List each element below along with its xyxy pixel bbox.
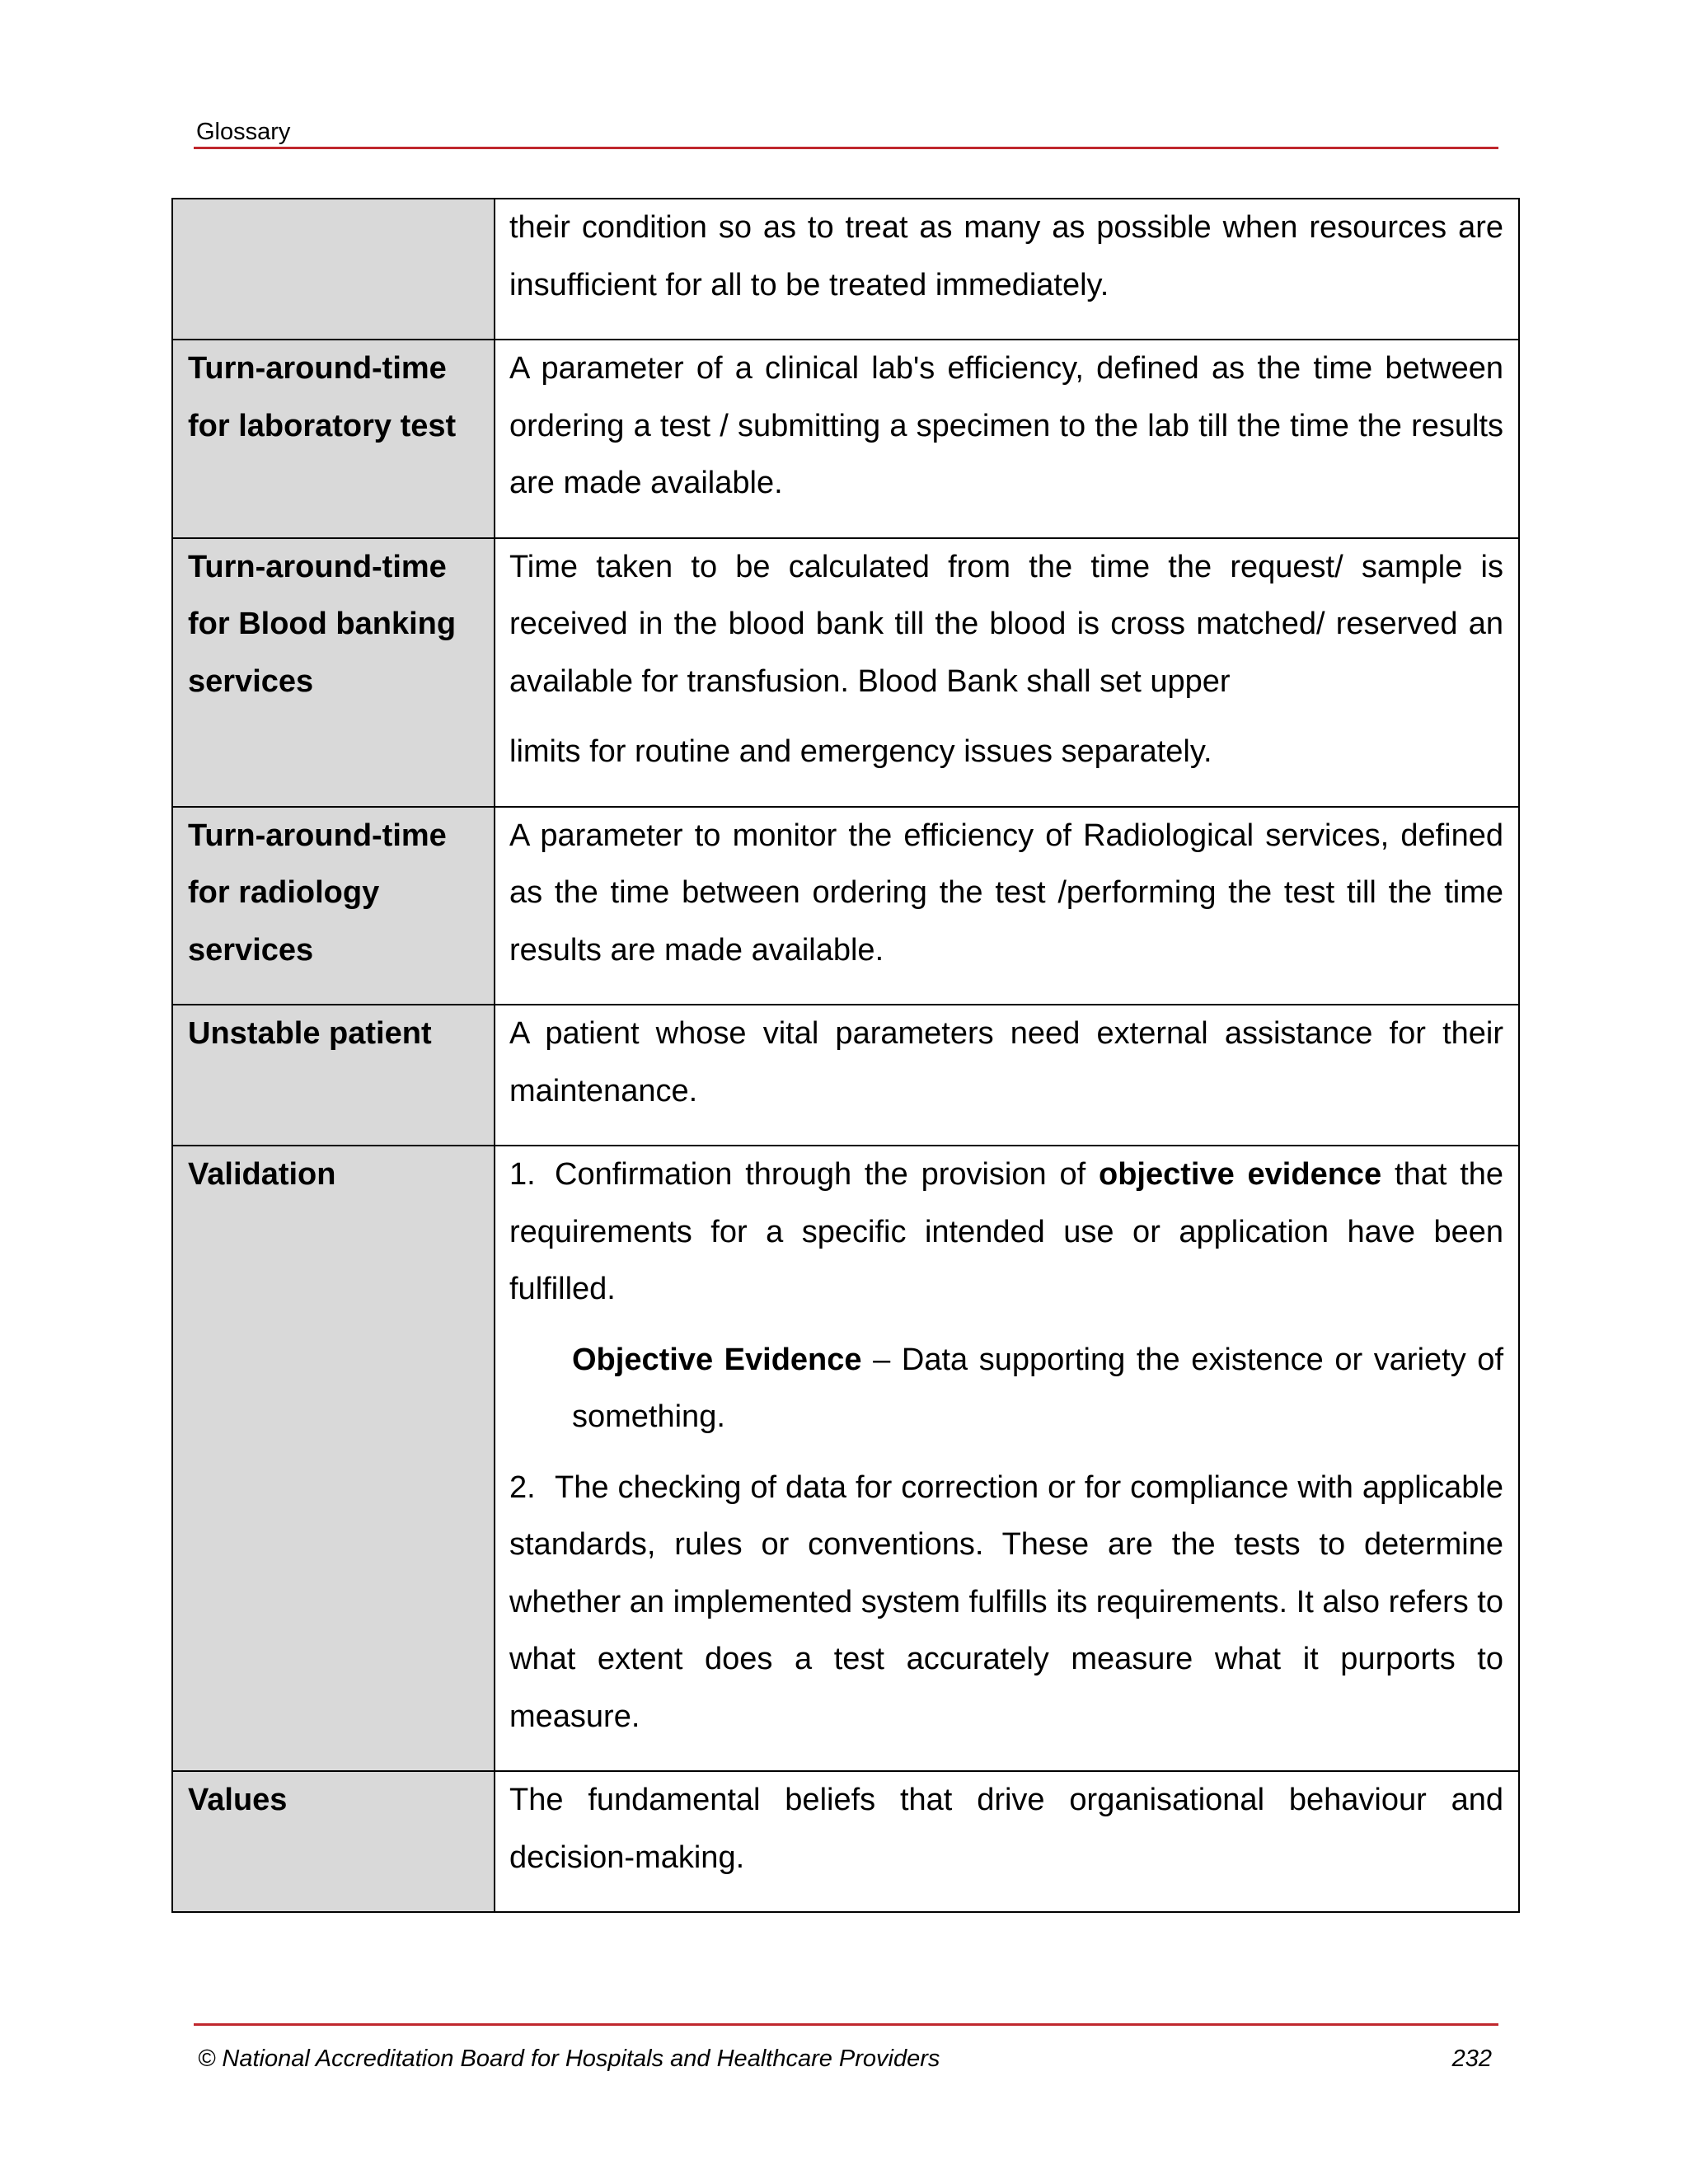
definition-cell — [495, 538, 1519, 807]
table-row — [172, 807, 1519, 1005]
table-row — [172, 1771, 1519, 1912]
item-number: 2. — [509, 1469, 536, 1505]
note-text: – Data supporting the existence or variety of something. — [572, 1342, 1503, 1434]
term-cell: Unstable patient — [172, 1005, 495, 1146]
item-text: Confirmation through the provision of — [555, 1157, 1086, 1192]
definition-text: The fundamental beliefs that drive organisational behaviour and decision-making. — [509, 1783, 1503, 1875]
item-text: that the requirements for a specific intended use or application have been fulfilled. — [509, 1157, 1504, 1306]
item-bold-text: objective evidence — [1098, 1157, 1382, 1192]
table-row — [172, 1005, 1519, 1146]
table-row — [172, 199, 1519, 340]
glossary-table — [171, 198, 1520, 1913]
term-cell: Validation — [172, 1146, 495, 1771]
list-item — [509, 1146, 1503, 1319]
header-title: Glossary — [196, 119, 291, 145]
definition-text: A patient whose vital parameters need external assistance for their maintenance. — [509, 1016, 1503, 1108]
term-cell: Values — [172, 1771, 495, 1912]
footer-rule — [194, 2023, 1498, 2026]
definition-text: A parameter of a clinical lab's efficiency, defined as the time between ordering a test / submitting a specimen to the lab till the time the results are made available. — [509, 351, 1503, 500]
definition-cell — [495, 1771, 1519, 1912]
list-item — [509, 1460, 1503, 1746]
term-cell: Turn-around-time for laboratory test — [172, 340, 495, 538]
page-number: 232 — [1451, 2046, 1492, 2072]
definition-cell — [495, 199, 1519, 340]
item-text: The checking of data for correction or for compliance with applicable standards, rules or conventions. These are the tests to determine whether an implemented system fulfills its requirements. It also refers to what extent does a test accurately measure what it purports to measure. — [509, 1469, 1503, 1734]
table-row — [172, 1146, 1519, 1771]
header-rule — [194, 147, 1498, 149]
item-number: 1. — [509, 1157, 536, 1192]
page-header — [196, 115, 1498, 148]
term-cell: Turn-around-time for radiology services — [172, 807, 495, 1005]
table-row — [172, 340, 1519, 538]
term-cell: Turn-around-time for Blood banking services — [172, 538, 495, 807]
note-term: Objective Evidence — [572, 1342, 862, 1377]
definition-text: their condition so as to treat as many as possible when resources are insufficient for all to be treated immediately. — [509, 210, 1503, 302]
definition-cell — [495, 1146, 1519, 1771]
footer-copyright: © National Accreditation Board for Hospitals and Healthcare Providers — [198, 2046, 940, 2072]
term-cell — [172, 199, 495, 340]
definition-text: A parameter to monitor the efficiency of Radiological services, defined as the time between ordering the test /performing the test till the time results are made available. — [509, 818, 1503, 968]
definition-cell — [495, 1005, 1519, 1146]
definition-cell — [495, 807, 1519, 1005]
table-row — [172, 538, 1519, 807]
definition-text: limits for routine and emergency issues separately. — [509, 734, 1212, 769]
definition-text: Time taken to be calculated from the time the request/ sample is received in the blood bank till the blood is cross matched/ reserved an available for transfusion. Blood Bank shall set upper — [509, 549, 1503, 699]
definition-cell — [495, 340, 1519, 538]
list-item-note — [509, 1332, 1503, 1446]
